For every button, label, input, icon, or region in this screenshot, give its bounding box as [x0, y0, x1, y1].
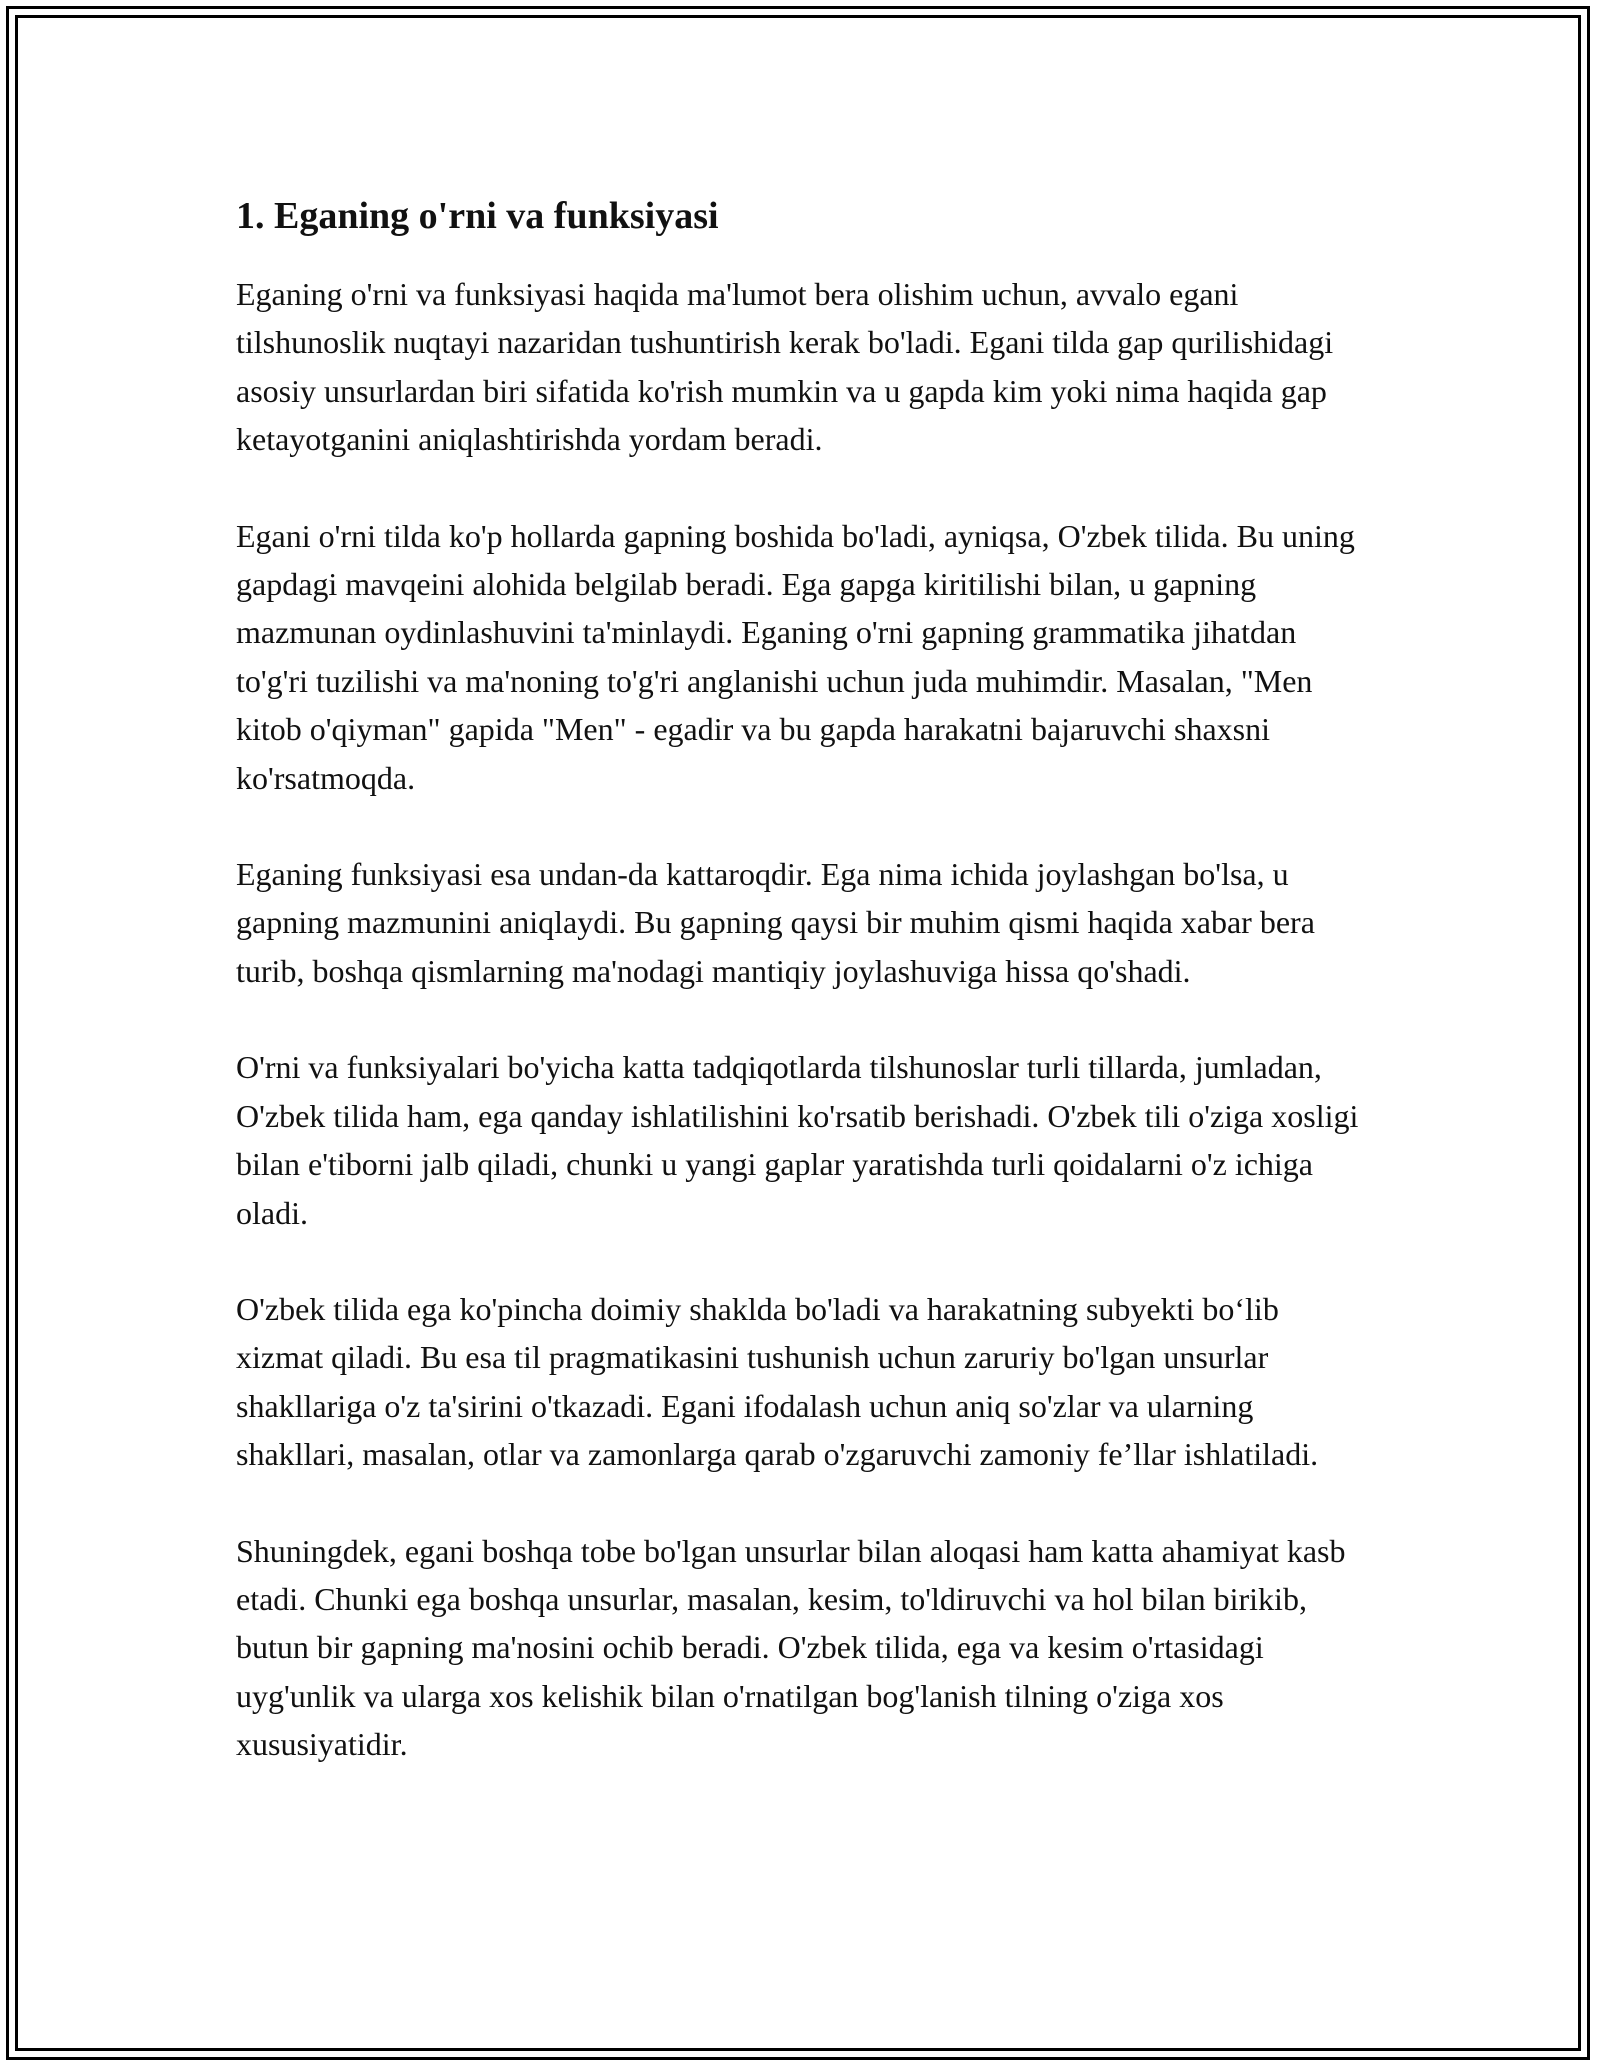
paragraph-4: O'rni va funksiyalari bo'yicha katta tadqiqotlarda tilshunoslar turli tillarda, jumladan, O'zbek tilida ham, ega qanday ishlatilishini ko'rsatib berishadi. O'zbek tili o'ziga xosligi bilan e'tiborni jalb qiladi, chunki u yangi gaplar yaratishda turli qoidalarni o'z ichiga oladi. — [236, 1049, 1359, 1231]
paragraph-1: Eganing o'rni va funksiyasi haqida ma'lumot bera olishim uchun, avvalo egani tilshunoslik nuqtayi nazaridan tushuntirish kerak bo'ladi. Egani tilda gap qurilishidagi asosiy unsurlardan biri sifatida ko'rish mumkin va u gapda kim yoki nima haqida gap ketayotganini aniqlashtirishda yordam beradi. — [236, 276, 1334, 458]
document-body — [236, 188, 1360, 1769]
paragraph-5: O'zbek tilida ega ko'pincha doimiy shaklda bo'ladi va harakatning subyekti bo‘lib xizmat qiladi. Bu esa til pragmatikasini tushunish uchun zaruriy bo'lgan unsurlar shakllariga o'z ta'sirini o'tkazadi. Egani ifodalash uchun aniq so'zlar va ularning shakllari, masalan, otlar va zamonlarga qarab o'zgaruvchi zamoniy fe’llar ishlatiladi. — [236, 1290, 1319, 1473]
section-heading: 1. Eganing o'rni va funksiyasi — [236, 195, 719, 237]
paragraph-2: Egani o'rni tilda ko'p hollarda gapning boshida bo'ladi, ayniqsa, O'zbek tilida. Bu uning gapdagi mavqeini alohida belgilab beradi. Ega gapga kiritilishi bilan, u gapning mazmunan oydinlashuvini ta'minlaydi. Eganing o'rni gapning grammatika jihatdan to'g'ri tuzilishi va ma'noning to'g'ri anglanishi uchun juda muhimdir. Masalan, "Men kitob o'qiyman" gapida "Men" - egadir va bu gapda harakatni bajaruvchi shaxsni ko'rsatmoqda. — [236, 517, 1355, 796]
paragraph-6: Shuningdek, egani boshqa tobe bo'lgan unsurlar bilan aloqasi ham katta ahamiyat kasb etadi. Chunki ega boshqa unsurlar, masalan, kesim, to'ldiruvchi va hol bilan birikib, butun bir gapning ma'nosini ochib beradi. O'zbek tilida, ega va kesim o'rtasidagi uyg'unlik va ularga xos kelishik bilan o'rnatilgan bog'lanish tilning o'ziga xos xususiyatidir. — [236, 1532, 1346, 1763]
paragraph-3: Eganing funksiyasi esa undan-da kattaroqdir. Ega nima ichida joylashgan bo'lsa, u gapning mazmunini aniqlaydi. Bu gapning qaysi bir muhim qismi haqida xabar bera turib, boshqa qismlarning ma'nodagi mantiqiy joylashuviga hissa qo'shadi. — [236, 856, 1315, 989]
